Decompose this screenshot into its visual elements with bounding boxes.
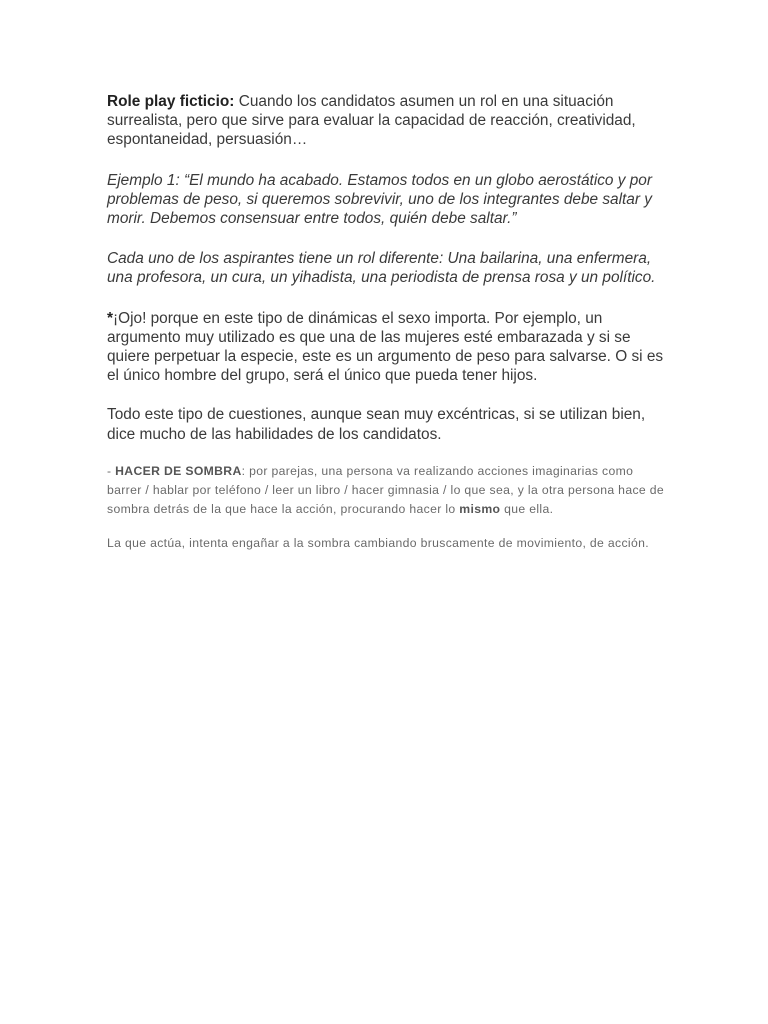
warning-star: * [107, 309, 113, 327]
summary-paragraph: Todo este tipo de cuestiones, aunque sean muy excéntricas, si se utilizan bien, dice mucho de las habilidades de los candidatos. [107, 406, 646, 443]
shadow-game-text: : por parejas, una persona va realizando acciones imaginarias como barrer / hablar por teléfono / leer un libro / hacer gimnasia / lo que sea, y la otra persona hace de sombra detrás de la que hace la acción, procurando hacer lo [107, 463, 665, 517]
roles-paragraph: Cada uno de los aspirantes tiene un rol diferente: Una bailarina, una enfermera, una profesora, un cura, un yihadista, una periodista de prensa rosa y un político. [107, 250, 656, 287]
shadow-game-paragraph [107, 462, 668, 520]
warning-text: ¡Ojo! porque en este tipo de dinámicas el sexo importa. Por ejemplo, un argumento muy utilizado es que una de las mujeres esté embarazada y si se quiere perpetuar la especie, este es un argumento de peso para salvarse. O si es el único hombre del grupo, será el único que pueda tener hijos. [107, 309, 664, 385]
shadow-game-text-end: que ella. [500, 502, 554, 517]
roleplay-paragraph [107, 92, 668, 150]
shadow-game-label: HACER DE SOMBRA [115, 463, 242, 478]
shadow-game-bold-word: mismo [459, 502, 501, 517]
actor-paragraph: La que actúa, intenta engañar a la sombra cambiando bruscamente de movimiento, de acción. [107, 535, 649, 550]
shadow-game-dash: - [107, 463, 116, 478]
roleplay-text: Cuando los candidatos asumen un rol en una situación surrealista, pero que sirve para evaluar la capacidad de reacción, creatividad, espontaneidad, persuasión… [107, 93, 636, 149]
roleplay-label: Role play ficticio: [107, 93, 235, 110]
warning-paragraph [107, 309, 668, 386]
example-paragraph: Ejemplo 1: “El mundo ha acabado. Estamos todos en un globo aerostático y por problemas de peso, si queremos sobrevivir, uno de los integrantes debe saltar y morir. Debemos consensuar entre todos, quién debe saltar.” [107, 171, 652, 228]
